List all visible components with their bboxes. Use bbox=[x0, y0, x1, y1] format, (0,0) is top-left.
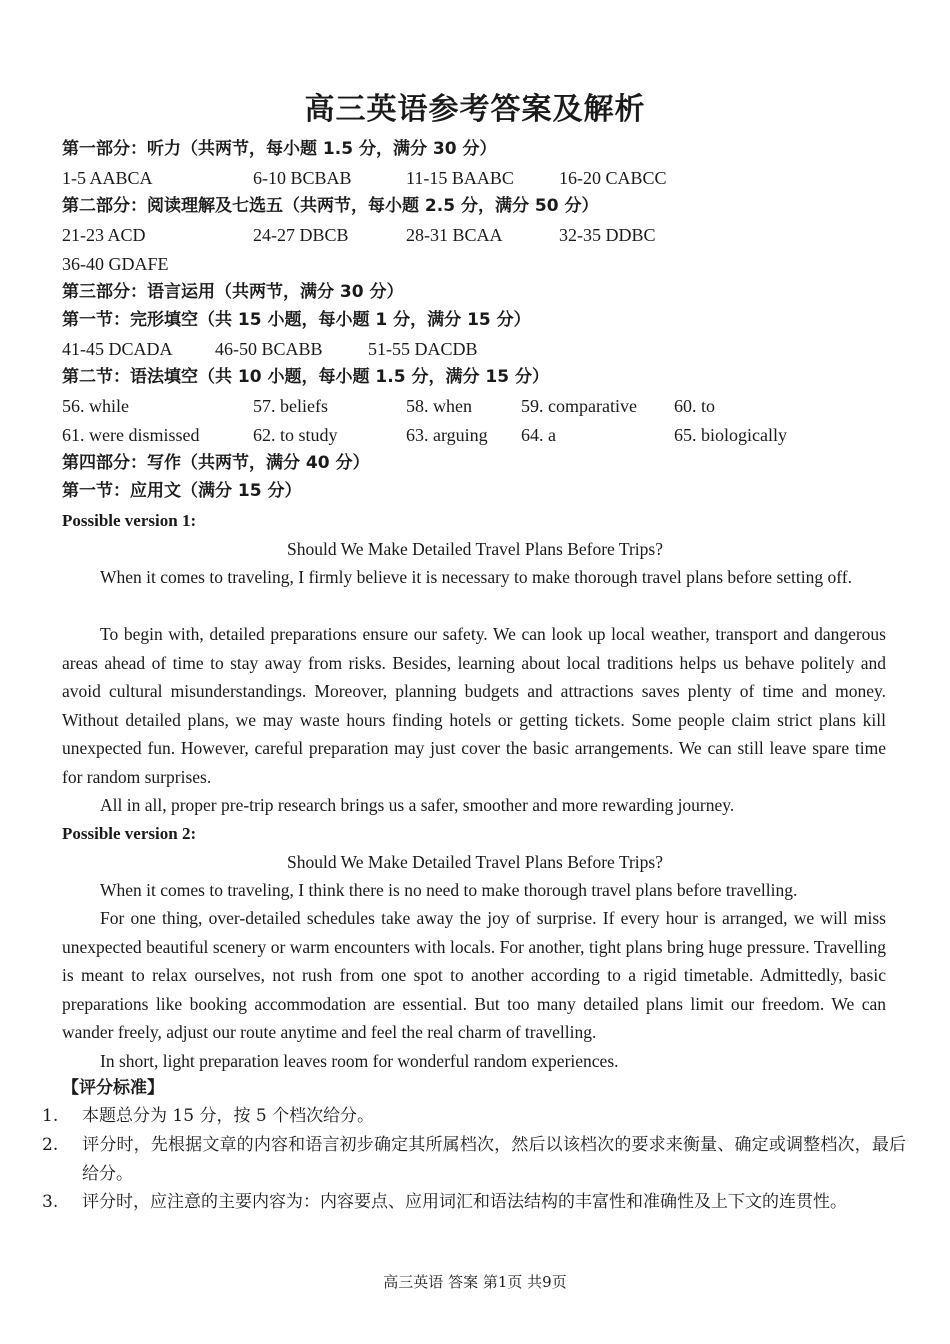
essay-paragraph: When it comes to traveling, I think there is no need to make thorough travel plans before travelling. bbox=[100, 880, 798, 900]
criteria-item bbox=[42, 1188, 906, 1217]
part4-heading: 第四部分：写作（共两节，满分 40 分） bbox=[62, 453, 370, 473]
version2-label: Possible version 2: bbox=[62, 824, 197, 843]
part3-section2-heading: 第二节：语法填空（共 10 小题，每小题 1.5 分，满分 15 分） bbox=[62, 367, 549, 387]
grammar-answer: 61. were dismissed bbox=[62, 425, 200, 445]
answer-group: 11-15 BAABC bbox=[406, 168, 514, 188]
criteria-number: 1. bbox=[42, 1106, 59, 1126]
answer-group: 51-55 DACDB bbox=[368, 339, 478, 359]
answer-group: 41-45 DCADA bbox=[62, 339, 173, 359]
answer-group: 36-40 GDAFE bbox=[62, 254, 169, 274]
criteria-item bbox=[42, 1131, 906, 1188]
answer-group: 28-31 BCAA bbox=[406, 225, 503, 245]
part1-heading: 第一部分：听力（共两节，每小题 1.5 分，满分 30 分） bbox=[62, 139, 497, 159]
grammar-answer: 59. comparative bbox=[521, 396, 637, 416]
page-footer: 高三英语 答案 第1页 共9页 bbox=[383, 1273, 567, 1291]
criteria-item bbox=[42, 1102, 906, 1131]
grammar-answer: 62. to study bbox=[253, 425, 338, 445]
criteria-number: 2. bbox=[42, 1135, 59, 1155]
essay-paragraph: In short, light preparation leaves room for wonderful random experiences. bbox=[100, 1051, 619, 1071]
grammar-answer: 57. beliefs bbox=[253, 396, 328, 416]
part3-section1-heading: 第一节：完形填空（共 15 小题，每小题 1 分，满分 15 分） bbox=[62, 310, 531, 330]
page-title: 高三英语参考答案及解析 bbox=[304, 92, 646, 127]
part3-heading: 第三部分：语言运用（共两节，满分 30 分） bbox=[62, 282, 404, 302]
answer-group: 24-27 DBCB bbox=[253, 225, 349, 245]
criteria-text: 评分时，应注意的主要内容为：内容要点、应用词汇和语法结构的丰富性和准确性及上下文的连贯性。 bbox=[82, 1192, 847, 1212]
criteria-heading: 【评分标准】 bbox=[62, 1078, 164, 1098]
criteria-text: 本题总分为 15 分，按 5 个档次给分。 bbox=[82, 1106, 375, 1126]
grammar-answer: 58. when bbox=[406, 396, 472, 416]
grammar-answer: 64. a bbox=[521, 425, 556, 445]
answer-group: 1-5 AABCA bbox=[62, 168, 153, 188]
grammar-answer: 65. biologically bbox=[674, 425, 787, 445]
part2-heading: 第二部分：阅读理解及七选五（共两节，每小题 2.5 分，满分 50 分） bbox=[62, 196, 599, 216]
essay-title: Should We Make Detailed Travel Plans Before Trips? bbox=[287, 852, 663, 872]
answer-group: 21-23 ACD bbox=[62, 225, 146, 245]
grammar-answer: 63. arguing bbox=[406, 425, 488, 445]
essay-paragraph: To begin with, detailed preparations ensure our safety. We can look up local weather, transport and dangerous areas ahead of time to stay away from risks. Besides, learning about local traditions helps us behave politely and avoid cultural misunderstandings. Moreover, planning budgets and attractions saves plenty of time and money. Without detailed plans, we may waste hours finding hotels or getting tickets. Some people claim strict plans kill unexpected fun. However, careful preparation may just cover the basic arrangements. We can still leave spare time for random surprises. bbox=[62, 624, 886, 787]
answer-group: 16-20 CABCC bbox=[559, 168, 667, 188]
essay-paragraph: For one thing, over-detailed schedules take away the joy of surprise. If every hour is arranged, we will miss unexpected beautiful scenery or warm encounters with locals. For another, tight plans bring huge pressure. Travelling is meant to relax ourselves, not rush from one spot to another according to a rigid timetable. Admittedly, basic preparations like booking accommodation are essential. But too many detailed plans limit our freedom. We can wander freely, adjust our route anytime and feel the real charm of travelling. bbox=[62, 908, 886, 1043]
grammar-answer: 60. to bbox=[674, 396, 716, 416]
version1-label: Possible version 1: bbox=[62, 511, 197, 530]
essay-title: Should We Make Detailed Travel Plans Before Trips? bbox=[287, 539, 663, 559]
part4-section1-heading: 第一节：应用文（满分 15 分） bbox=[62, 481, 302, 501]
answer-group: 46-50 BCABB bbox=[215, 339, 323, 359]
essay-paragraph: All in all, proper pre-trip research brings us a safer, smoother and more rewarding journey. bbox=[100, 795, 735, 815]
grammar-answer: 56. while bbox=[62, 396, 129, 416]
criteria-number: 3. bbox=[42, 1192, 59, 1212]
criteria-text: 评分时，先根据文章的内容和语言初步确定其所属档次，然后以该档次的要求来衡量、确定或调整档次，最后给分。 bbox=[82, 1135, 906, 1184]
answer-group: 32-35 DDBC bbox=[559, 225, 656, 245]
answer-group: 6-10 BCBAB bbox=[253, 168, 352, 188]
essay-paragraph: When it comes to traveling, I firmly believe it is necessary to make thorough travel plans before setting off. bbox=[100, 567, 852, 587]
